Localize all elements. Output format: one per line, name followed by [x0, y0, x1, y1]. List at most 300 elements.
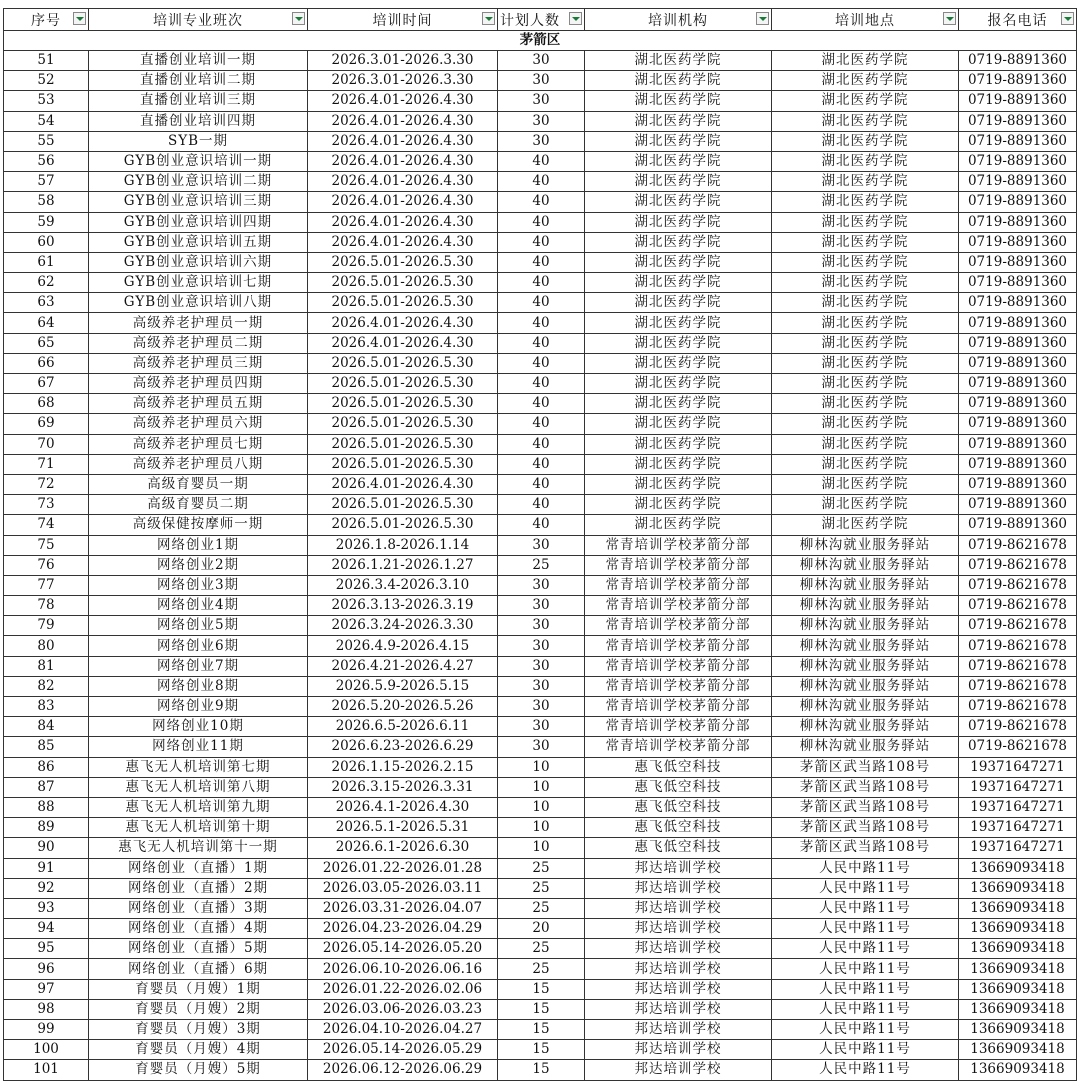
time-cell: 2026.06.12-2026.06.29 — [308, 1060, 498, 1080]
filter-dropdown-icon[interactable] — [1061, 12, 1074, 25]
table-row — [4, 495, 1077, 515]
table-row — [4, 394, 1077, 414]
table-row — [4, 757, 1077, 777]
course-cell: 网络创业11期 — [89, 737, 308, 757]
header-org-label: 培训机构 — [648, 12, 708, 29]
time-cell: 2026.5.01-2026.5.30 — [308, 252, 498, 272]
org-cell: 湖北医药学院 — [585, 495, 772, 515]
location-cell: 柳林沟就业服务驿站 — [772, 555, 959, 575]
location-cell: 湖北医药学院 — [772, 232, 959, 252]
count-cell: 40 — [498, 151, 585, 171]
header-phone — [959, 9, 1077, 31]
count-cell: 30 — [498, 575, 585, 595]
time-cell: 2026.5.01-2026.5.30 — [308, 394, 498, 414]
course-cell: 网络创业2期 — [89, 555, 308, 575]
count-cell: 15 — [498, 999, 585, 1019]
course-cell: GYB创业意识培训四期 — [89, 212, 308, 232]
location-cell: 湖北医药学院 — [772, 172, 959, 192]
count-cell: 20 — [498, 919, 585, 939]
org-cell: 湖北医药学院 — [585, 414, 772, 434]
course-cell: 网络创业6期 — [89, 636, 308, 656]
seq-cell: 98 — [4, 999, 89, 1019]
time-cell: 2026.6.1-2026.6.30 — [308, 838, 498, 858]
course-cell: 惠飞无人机培训第十期 — [89, 818, 308, 838]
org-cell: 邦达培训学校 — [585, 858, 772, 878]
seq-cell: 64 — [4, 313, 89, 333]
location-cell: 人民中路11号 — [772, 1040, 959, 1060]
location-cell: 人民中路11号 — [772, 939, 959, 959]
phone-cell: 0719-8621678 — [959, 636, 1077, 656]
location-cell: 人民中路11号 — [772, 979, 959, 999]
phone-cell: 0719-8891360 — [959, 131, 1077, 151]
course-cell: 网络创业10期 — [89, 717, 308, 737]
time-cell: 2026.4.1-2026.4.30 — [308, 797, 498, 817]
time-cell: 2026.6.5-2026.6.11 — [308, 717, 498, 737]
location-cell: 柳林沟就业服务驿站 — [772, 596, 959, 616]
seq-cell: 66 — [4, 353, 89, 373]
count-cell: 40 — [498, 313, 585, 333]
course-cell: GYB创业意识培训一期 — [89, 151, 308, 171]
course-cell: SYB一期 — [89, 131, 308, 151]
region-label: 茅箭区 — [4, 31, 1077, 51]
time-cell: 2026.05.14-2026.05.20 — [308, 939, 498, 959]
seq-cell: 51 — [4, 51, 89, 71]
seq-cell: 86 — [4, 757, 89, 777]
count-cell: 40 — [498, 394, 585, 414]
org-cell: 湖北医药学院 — [585, 252, 772, 272]
phone-cell: 13669093418 — [959, 999, 1077, 1019]
phone-cell: 0719-8891360 — [959, 394, 1077, 414]
course-cell: 网络创业3期 — [89, 575, 308, 595]
phone-cell: 13669093418 — [959, 1040, 1077, 1060]
course-cell: 高级育婴员二期 — [89, 495, 308, 515]
phone-cell: 13669093418 — [959, 939, 1077, 959]
time-cell: 2026.3.01-2026.3.30 — [308, 71, 498, 91]
time-cell: 2026.05.14-2026.05.29 — [308, 1040, 498, 1060]
seq-cell: 55 — [4, 131, 89, 151]
seq-cell: 61 — [4, 252, 89, 272]
count-cell: 15 — [498, 1060, 585, 1080]
table-row — [4, 939, 1077, 959]
time-cell: 2026.3.15-2026.3.31 — [308, 777, 498, 797]
filter-dropdown-icon[interactable] — [569, 12, 582, 25]
count-cell: 30 — [498, 596, 585, 616]
location-cell: 柳林沟就业服务驿站 — [772, 656, 959, 676]
seq-cell: 56 — [4, 151, 89, 171]
location-cell: 人民中路11号 — [772, 858, 959, 878]
course-cell: 惠飞无人机培训第十一期 — [89, 838, 308, 858]
org-cell: 湖北医药学院 — [585, 273, 772, 293]
org-cell: 常青培训学校茅箭分部 — [585, 697, 772, 717]
location-cell: 柳林沟就业服务驿站 — [772, 616, 959, 636]
table-row — [4, 293, 1077, 313]
course-cell: 网络创业（直播）1期 — [89, 858, 308, 878]
org-cell: 湖北医药学院 — [585, 131, 772, 151]
time-cell: 2026.5.20-2026.5.26 — [308, 697, 498, 717]
course-cell: 高级养老护理员八期 — [89, 454, 308, 474]
org-cell: 湖北医药学院 — [585, 454, 772, 474]
count-cell: 30 — [498, 51, 585, 71]
time-cell: 2026.5.01-2026.5.30 — [308, 434, 498, 454]
table-row — [4, 91, 1077, 111]
phone-cell: 0719-8621678 — [959, 676, 1077, 696]
phone-cell: 19371647271 — [959, 797, 1077, 817]
table-row — [4, 1060, 1077, 1080]
time-cell: 2026.4.01-2026.4.30 — [308, 474, 498, 494]
org-cell: 邦达培训学校 — [585, 1040, 772, 1060]
course-cell: 网络创业7期 — [89, 656, 308, 676]
count-cell: 40 — [498, 374, 585, 394]
table-row — [4, 454, 1077, 474]
phone-cell: 19371647271 — [959, 757, 1077, 777]
time-cell: 2026.4.01-2026.4.30 — [308, 151, 498, 171]
count-cell: 30 — [498, 636, 585, 656]
course-cell: 高级养老护理员六期 — [89, 414, 308, 434]
location-cell: 湖北医药学院 — [772, 71, 959, 91]
course-cell: 直播创业培训三期 — [89, 91, 308, 111]
seq-cell: 54 — [4, 111, 89, 131]
time-cell: 2026.4.01-2026.4.30 — [308, 232, 498, 252]
count-cell: 30 — [498, 111, 585, 131]
time-cell: 2026.3.4-2026.3.10 — [308, 575, 498, 595]
phone-cell: 0719-8891360 — [959, 414, 1077, 434]
table-row — [4, 151, 1077, 171]
count-cell: 40 — [498, 495, 585, 515]
org-cell: 湖北医药学院 — [585, 172, 772, 192]
seq-cell: 94 — [4, 919, 89, 939]
seq-cell: 74 — [4, 515, 89, 535]
phone-cell: 0719-8891360 — [959, 515, 1077, 535]
count-cell: 30 — [498, 656, 585, 676]
course-cell: 网络创业5期 — [89, 616, 308, 636]
org-cell: 湖北医药学院 — [585, 212, 772, 232]
table-row — [4, 172, 1077, 192]
course-cell: 育婴员（月嫂）1期 — [89, 979, 308, 999]
table-row — [4, 333, 1077, 353]
header-time-label: 培训时间 — [372, 12, 433, 29]
org-cell: 湖北医药学院 — [585, 151, 772, 171]
count-cell: 40 — [498, 414, 585, 434]
org-cell: 常青培训学校茅箭分部 — [585, 555, 772, 575]
table-row — [4, 697, 1077, 717]
org-cell: 常青培训学校茅箭分部 — [585, 535, 772, 555]
location-cell: 人民中路11号 — [772, 898, 959, 918]
table-row — [4, 515, 1077, 535]
seq-cell: 99 — [4, 1020, 89, 1040]
phone-cell: 0719-8621678 — [959, 596, 1077, 616]
header-row — [4, 9, 1077, 31]
time-cell: 2026.01.22-2026.02.06 — [308, 979, 498, 999]
seq-cell: 73 — [4, 495, 89, 515]
table-row — [4, 676, 1077, 696]
course-cell: GYB创业意识培训二期 — [89, 172, 308, 192]
location-cell: 湖北医药学院 — [772, 192, 959, 212]
phone-cell: 0719-8621678 — [959, 737, 1077, 757]
phone-cell: 0719-8891360 — [959, 71, 1077, 91]
course-cell: 网络创业4期 — [89, 596, 308, 616]
org-cell: 邦达培训学校 — [585, 1060, 772, 1080]
count-cell: 40 — [498, 434, 585, 454]
count-cell: 30 — [498, 131, 585, 151]
phone-cell: 0719-8891360 — [959, 151, 1077, 171]
phone-cell: 19371647271 — [959, 838, 1077, 858]
phone-cell: 0719-8891360 — [959, 91, 1077, 111]
time-cell: 2026.4.01-2026.4.30 — [308, 192, 498, 212]
time-cell: 2026.03.06-2026.03.23 — [308, 999, 498, 1019]
course-cell: 网络创业（直播）6期 — [89, 959, 308, 979]
phone-cell: 0719-8621678 — [959, 555, 1077, 575]
location-cell: 柳林沟就业服务驿站 — [772, 717, 959, 737]
org-cell: 湖北医药学院 — [585, 394, 772, 414]
table-row — [4, 737, 1077, 757]
time-cell: 2026.3.24-2026.3.30 — [308, 616, 498, 636]
table-row — [4, 596, 1077, 616]
time-cell: 2026.4.01-2026.4.30 — [308, 131, 498, 151]
phone-cell: 0719-8891360 — [959, 232, 1077, 252]
table-row — [4, 414, 1077, 434]
location-cell: 湖北医药学院 — [772, 515, 959, 535]
org-cell: 惠飞低空科技 — [585, 838, 772, 858]
count-cell: 15 — [498, 1040, 585, 1060]
course-cell: GYB创业意识培训三期 — [89, 192, 308, 212]
org-cell: 湖北医药学院 — [585, 71, 772, 91]
phone-cell: 0719-8891360 — [959, 252, 1077, 272]
table-row — [4, 858, 1077, 878]
org-cell: 湖北医药学院 — [585, 111, 772, 131]
table-row — [4, 131, 1077, 151]
seq-cell: 97 — [4, 979, 89, 999]
table-row — [4, 717, 1077, 737]
location-cell: 湖北医药学院 — [772, 495, 959, 515]
location-cell: 湖北医药学院 — [772, 151, 959, 171]
location-cell: 湖北医药学院 — [772, 273, 959, 293]
location-cell: 湖北医药学院 — [772, 131, 959, 151]
count-cell: 30 — [498, 535, 585, 555]
count-cell: 10 — [498, 838, 585, 858]
seq-cell: 63 — [4, 293, 89, 313]
seq-cell: 84 — [4, 717, 89, 737]
count-cell: 40 — [498, 293, 585, 313]
location-cell: 人民中路11号 — [772, 1060, 959, 1080]
seq-cell: 52 — [4, 71, 89, 91]
location-cell: 湖北医药学院 — [772, 353, 959, 373]
time-cell: 2026.5.01-2026.5.30 — [308, 515, 498, 535]
course-cell: 直播创业培训一期 — [89, 51, 308, 71]
header-time — [308, 9, 498, 31]
count-cell: 30 — [498, 616, 585, 636]
table-row — [4, 535, 1077, 555]
table-row — [4, 818, 1077, 838]
phone-cell: 0719-8891360 — [959, 111, 1077, 131]
location-cell: 湖北医药学院 — [772, 91, 959, 111]
location-cell: 湖北医药学院 — [772, 333, 959, 353]
time-cell: 2026.1.15-2026.2.15 — [308, 757, 498, 777]
time-cell: 2026.5.01-2026.5.30 — [308, 293, 498, 313]
seq-cell: 90 — [4, 838, 89, 858]
filter-dropdown-icon[interactable] — [73, 12, 86, 25]
time-cell: 2026.5.01-2026.5.30 — [308, 495, 498, 515]
table-row — [4, 1020, 1077, 1040]
phone-cell: 0719-8891360 — [959, 51, 1077, 71]
phone-cell: 19371647271 — [959, 818, 1077, 838]
org-cell: 常青培训学校茅箭分部 — [585, 596, 772, 616]
org-cell: 湖北医药学院 — [585, 51, 772, 71]
seq-cell: 62 — [4, 273, 89, 293]
location-cell: 人民中路11号 — [772, 959, 959, 979]
time-cell: 2026.4.01-2026.4.30 — [308, 111, 498, 131]
org-cell: 湖北医药学院 — [585, 232, 772, 252]
table-row — [4, 656, 1077, 676]
table-row — [4, 212, 1077, 232]
table-row — [4, 636, 1077, 656]
table-row — [4, 878, 1077, 898]
seq-cell: 85 — [4, 737, 89, 757]
phone-cell: 0719-8891360 — [959, 273, 1077, 293]
seq-cell: 79 — [4, 616, 89, 636]
count-cell: 40 — [498, 353, 585, 373]
count-cell: 10 — [498, 818, 585, 838]
seq-cell: 82 — [4, 676, 89, 696]
count-cell: 30 — [498, 676, 585, 696]
seq-cell: 91 — [4, 858, 89, 878]
phone-cell: 0719-8891360 — [959, 313, 1077, 333]
location-cell: 柳林沟就业服务驿站 — [772, 535, 959, 555]
course-cell: 网络创业9期 — [89, 697, 308, 717]
org-cell: 邦达培训学校 — [585, 939, 772, 959]
location-cell: 人民中路11号 — [772, 878, 959, 898]
table-row — [4, 919, 1077, 939]
count-cell: 25 — [498, 555, 585, 575]
count-cell: 40 — [498, 333, 585, 353]
header-count-label: 计划人数 — [500, 12, 560, 29]
course-cell: 高级养老护理员一期 — [89, 313, 308, 333]
org-cell: 湖北医药学院 — [585, 293, 772, 313]
header-seq-label: 序号 — [31, 12, 61, 29]
filter-dropdown-icon[interactable] — [292, 12, 305, 25]
location-cell: 人民中路11号 — [772, 919, 959, 939]
count-cell: 10 — [498, 777, 585, 797]
seq-cell: 95 — [4, 939, 89, 959]
location-cell: 茅箭区武当路108号 — [772, 777, 959, 797]
course-cell: 高级养老护理员三期 — [89, 353, 308, 373]
table-row — [4, 979, 1077, 999]
table-row — [4, 252, 1077, 272]
seq-cell: 67 — [4, 374, 89, 394]
time-cell: 2026.4.01-2026.4.30 — [308, 212, 498, 232]
phone-cell: 0719-8891360 — [959, 474, 1077, 494]
time-cell: 2026.1.21-2026.1.27 — [308, 555, 498, 575]
time-cell: 2026.4.01-2026.4.30 — [308, 313, 498, 333]
time-cell: 2026.5.1-2026.5.31 — [308, 818, 498, 838]
location-cell: 茅箭区武当路108号 — [772, 757, 959, 777]
table-row — [4, 71, 1077, 91]
course-cell: 网络创业1期 — [89, 535, 308, 555]
seq-cell: 81 — [4, 656, 89, 676]
table-row — [4, 838, 1077, 858]
org-cell: 惠飞低空科技 — [585, 818, 772, 838]
time-cell: 2026.5.01-2026.5.30 — [308, 273, 498, 293]
course-cell: 网络创业8期 — [89, 676, 308, 696]
seq-cell: 70 — [4, 434, 89, 454]
location-cell: 茅箭区武当路108号 — [772, 818, 959, 838]
table-row — [4, 374, 1077, 394]
course-cell: 直播创业培训四期 — [89, 111, 308, 131]
header-org — [585, 9, 772, 31]
location-cell: 湖北医药学院 — [772, 212, 959, 232]
phone-cell: 13669093418 — [959, 959, 1077, 979]
org-cell: 邦达培训学校 — [585, 898, 772, 918]
count-cell: 10 — [498, 757, 585, 777]
location-cell: 人民中路11号 — [772, 1020, 959, 1040]
count-cell: 40 — [498, 252, 585, 272]
location-cell: 柳林沟就业服务驿站 — [772, 676, 959, 696]
phone-cell: 0719-8621678 — [959, 717, 1077, 737]
course-cell: GYB创业意识培训五期 — [89, 232, 308, 252]
org-cell: 湖北医药学院 — [585, 91, 772, 111]
table-row — [4, 192, 1077, 212]
phone-cell: 13669093418 — [959, 1060, 1077, 1080]
org-cell: 常青培训学校茅箭分部 — [585, 616, 772, 636]
location-cell: 湖北医药学院 — [772, 51, 959, 71]
location-cell: 柳林沟就业服务驿站 — [772, 697, 959, 717]
course-cell: 网络创业（直播）3期 — [89, 898, 308, 918]
location-cell: 柳林沟就业服务驿站 — [772, 737, 959, 757]
time-cell: 2026.03.05-2026.03.11 — [308, 878, 498, 898]
course-cell: 高级养老护理员四期 — [89, 374, 308, 394]
course-cell: GYB创业意识培训六期 — [89, 252, 308, 272]
phone-cell: 0719-8891360 — [959, 454, 1077, 474]
time-cell: 2026.5.9-2026.5.15 — [308, 676, 498, 696]
seq-cell: 60 — [4, 232, 89, 252]
course-cell: GYB创业意识培训七期 — [89, 273, 308, 293]
count-cell: 30 — [498, 91, 585, 111]
time-cell: 2026.01.22-2026.01.28 — [308, 858, 498, 878]
org-cell: 湖北医药学院 — [585, 333, 772, 353]
course-cell: 高级养老护理员七期 — [89, 434, 308, 454]
count-cell: 25 — [498, 878, 585, 898]
seq-cell: 71 — [4, 454, 89, 474]
time-cell: 2026.1.8-2026.1.14 — [308, 535, 498, 555]
phone-cell: 13669093418 — [959, 878, 1077, 898]
filter-dropdown-icon[interactable] — [482, 12, 495, 25]
filter-dropdown-icon[interactable] — [756, 12, 769, 25]
phone-cell: 0719-8891360 — [959, 495, 1077, 515]
seq-cell: 65 — [4, 333, 89, 353]
seq-cell: 88 — [4, 797, 89, 817]
count-cell: 40 — [498, 232, 585, 252]
course-cell: GYB创业意识培训八期 — [89, 293, 308, 313]
count-cell: 40 — [498, 273, 585, 293]
count-cell: 15 — [498, 1020, 585, 1040]
table-row — [4, 313, 1077, 333]
header-location-label: 培训地点 — [835, 12, 895, 29]
phone-cell: 0719-8891360 — [959, 434, 1077, 454]
filter-dropdown-icon[interactable] — [943, 12, 956, 25]
seq-cell: 92 — [4, 878, 89, 898]
time-cell: 2026.3.01-2026.3.30 — [308, 51, 498, 71]
course-cell: 网络创业（直播）4期 — [89, 919, 308, 939]
seq-cell: 93 — [4, 898, 89, 918]
time-cell: 2026.5.01-2026.5.30 — [308, 374, 498, 394]
seq-cell: 53 — [4, 91, 89, 111]
org-cell: 常青培训学校茅箭分部 — [585, 575, 772, 595]
time-cell: 2026.4.9-2026.4.15 — [308, 636, 498, 656]
course-cell: 育婴员（月嫂）2期 — [89, 999, 308, 1019]
time-cell: 2026.3.13-2026.3.19 — [308, 596, 498, 616]
seq-cell: 69 — [4, 414, 89, 434]
time-cell: 2026.04.10-2026.04.27 — [308, 1020, 498, 1040]
table-row — [4, 898, 1077, 918]
